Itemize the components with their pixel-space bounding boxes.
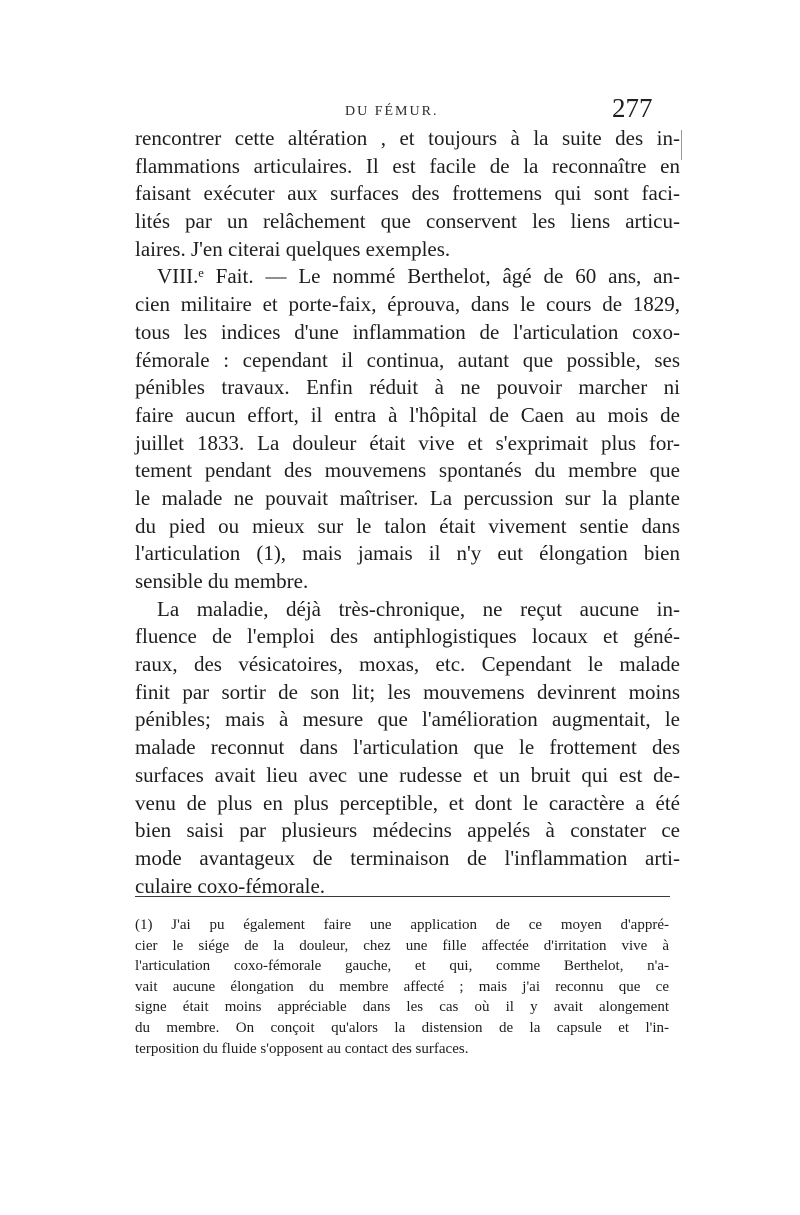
text-line: du pied ou mieux sur le talon était vivement sentie dans bbox=[135, 513, 680, 538]
text-line: mode avantageux de terminaison de l'inflammation arti- bbox=[135, 845, 680, 870]
footnote bbox=[135, 915, 669, 1059]
text-line: tous les indices d'une inflammation de l'articulation coxo- bbox=[135, 319, 680, 344]
text-line: pénibles; mais à mesure que l'amélioration augmentait, le bbox=[135, 707, 680, 732]
text-line: La maladie, déjà très-chronique, ne reçut aucune in- bbox=[157, 596, 680, 621]
text-line: sensible du membre. bbox=[135, 569, 309, 593]
running-title: DU FÉMUR. bbox=[345, 104, 439, 119]
text-line: juillet 1833. La douleur était vive et s'exprimait plus for- bbox=[135, 430, 680, 455]
text-line: surfaces avait lieu avec une rudesse et un bruit qui est de- bbox=[135, 762, 680, 787]
text-line: malade reconnut dans l'articulation que le frottement des bbox=[135, 735, 680, 760]
text-line: flammations articulaires. Il est facile de la reconnaître en bbox=[135, 153, 680, 178]
text-line: le malade ne pouvait maîtriser. La percussion sur la plante bbox=[135, 485, 680, 510]
text-line: faire aucun effort, il entra à l'hôpital de Caen au mois de bbox=[135, 402, 680, 427]
page-number: 277 bbox=[612, 93, 653, 123]
footnote-rule bbox=[135, 896, 670, 897]
body-text bbox=[135, 125, 680, 900]
footnote-line: l'articulation coxo-fémorale gauche, et qui, comme Berthelot, n'a- bbox=[135, 958, 669, 975]
text-line: raux, des vésicatoires, moxas, etc. Cependant le malade bbox=[135, 652, 680, 677]
text-line: l'articulation (1), mais jamais il n'y eut élongation bien bbox=[135, 541, 680, 566]
text-line: rencontrer cette altération , et toujours à la suite des in- bbox=[135, 126, 680, 150]
text-line: pénibles travaux. Enfin réduit à ne pouvoir marcher ni bbox=[135, 375, 680, 400]
text-line: VIII.ᵉ Fait. — Le nommé Berthelot, âgé de 60 ans, an- bbox=[157, 264, 680, 289]
footnote-line: vait aucune élongation du membre affecté ; mais j'ai reconnu que ce bbox=[135, 978, 669, 995]
footnote-line: du membre. On conçoit qu'alors la distension de la capsule et l'in- bbox=[135, 1019, 669, 1036]
text-line: faisant exécuter aux surfaces des frottemens qui sont faci- bbox=[135, 181, 680, 206]
text-line: tement pendant des mouvemens spontanés du membre que bbox=[135, 458, 680, 483]
footnote-line: terposition du fluide s'opposent au contact des surfaces. bbox=[135, 1040, 469, 1057]
footnote-line: signe était moins appréciable dans les cas où il y avait alongement bbox=[135, 999, 669, 1016]
footnote-line: (1) J'ai pu également faire une application de ce moyen d'appré- bbox=[135, 917, 669, 933]
text-line: lités par un relâchement que conservent les liens articu- bbox=[135, 209, 680, 234]
text-line: bien saisi par plusieurs médecins appelés à constater ce bbox=[135, 818, 680, 843]
footnote-line: cier le siége de la douleur, chez une fille affectée d'irritation vive à bbox=[135, 937, 669, 954]
text-line: fluence de l'emploi des antiphlogistiques locaux et géné- bbox=[135, 624, 680, 649]
margin-mark bbox=[681, 130, 682, 160]
text-line: venu de plus en plus perceptible, et dont le caractère a été bbox=[135, 790, 680, 815]
text-line: fémorale : cependant il continua, autant que possible, ses bbox=[135, 347, 680, 372]
text-line: finit par sortir de son lit; les mouvemens devinrent moins bbox=[135, 679, 680, 704]
text-line: laires. J'en citerai quelques exemples. bbox=[135, 236, 451, 261]
text-line: culaire coxo-fémorale. bbox=[135, 873, 326, 898]
text-line: cien militaire et porte-faix, éprouva, dans le cours de 1829, bbox=[135, 292, 680, 317]
